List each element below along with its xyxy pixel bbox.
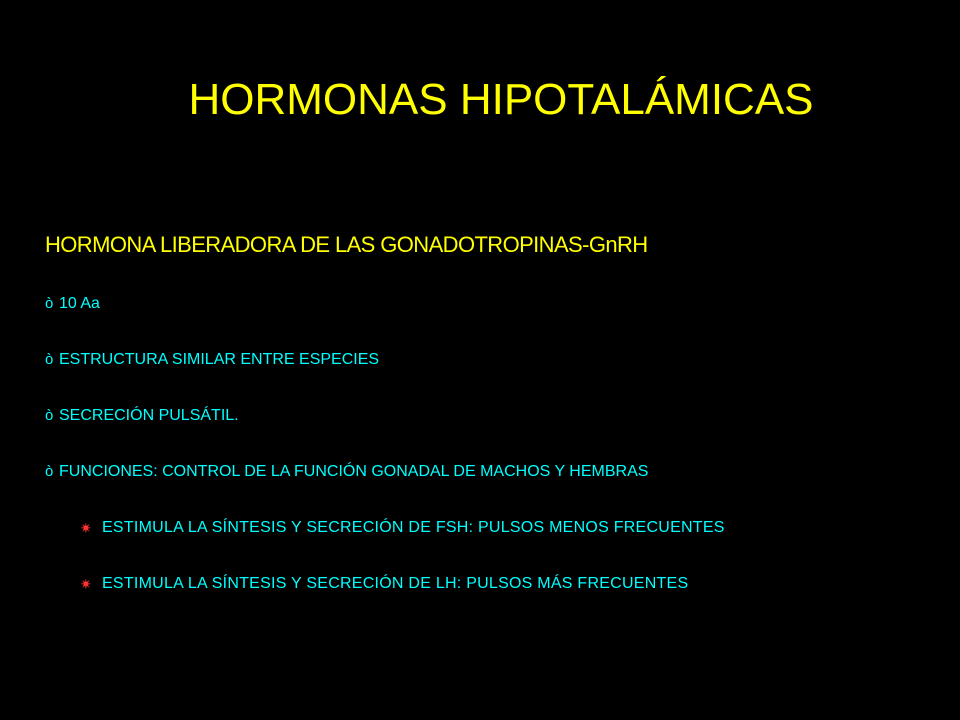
star-bullet-icon: ✷	[80, 576, 92, 592]
bullet-text: ESTRUCTURA SIMILAR ENTRE ESPECIES	[59, 351, 380, 368]
arrow-bullet-icon: ò	[45, 295, 54, 312]
star-bullet-icon: ✷	[80, 520, 92, 536]
slide-subtitle: HORMONA LIBERADORA DE LAS GONADOTROPINAS-GnRH	[45, 232, 648, 257]
arrow-bullet-icon: ò	[45, 407, 54, 424]
bullet-item	[45, 349, 379, 371]
bullet-text: SECRECIÓN PULSÁTIL.	[59, 407, 239, 424]
arrow-bullet-icon: ò	[45, 463, 54, 480]
arrow-bullet-icon: ò	[45, 351, 54, 368]
bullet-item	[45, 461, 648, 483]
sub-bullet-text: ESTIMULA LA SÍNTESIS Y SECRECIÓN DE LH: PULSOS MÁS FRECUENTES	[102, 575, 689, 592]
bullet-item	[45, 405, 239, 427]
bullet-text: FUNCIONES: CONTROL DE LA FUNCIÓN GONADAL DE MACHOS Y HEMBRAS	[59, 463, 649, 480]
bullet-item	[45, 293, 100, 315]
sub-bullet-item	[80, 573, 688, 595]
sub-bullet-item	[80, 517, 725, 539]
slide-title: HORMONAS HIPOTALÁMICAS	[188, 75, 814, 124]
bullet-text: 10 Aa	[59, 295, 100, 312]
sub-bullet-text: ESTIMULA LA SÍNTESIS Y SECRECIÓN DE FSH: PULSOS MENOS FRECUENTES	[102, 519, 725, 536]
